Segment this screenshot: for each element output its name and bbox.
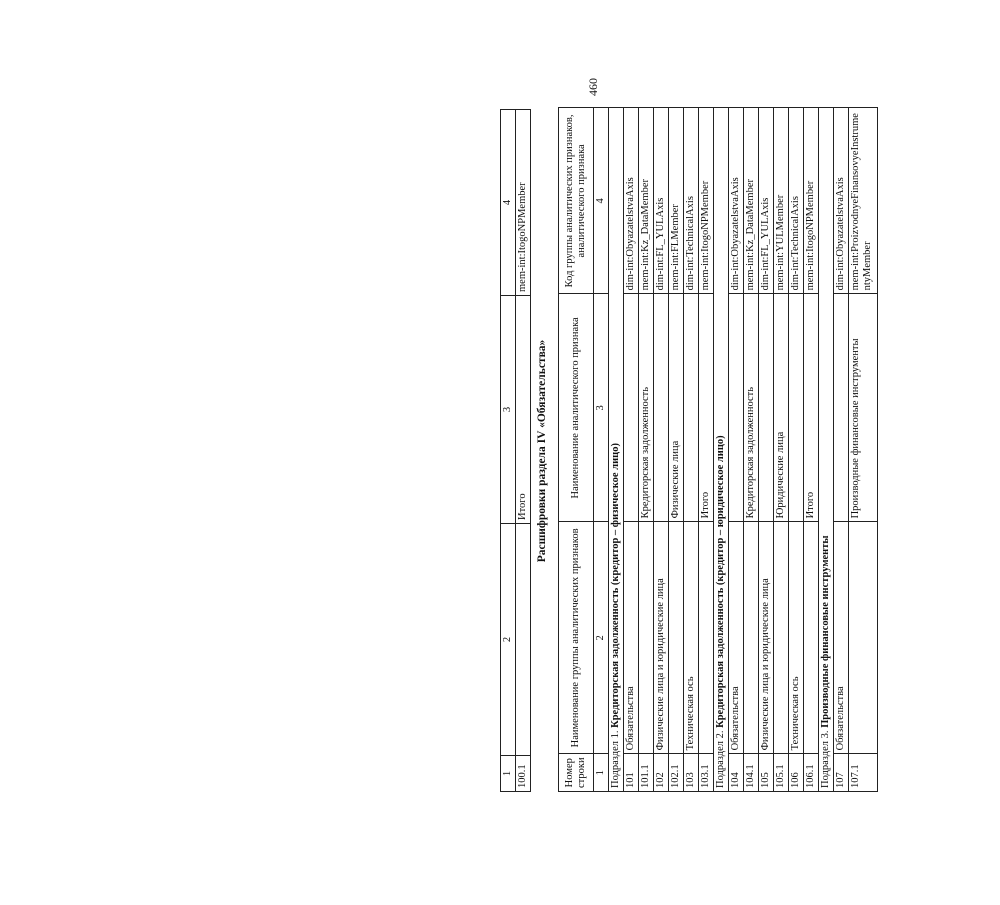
row-number: 105: [759, 754, 774, 792]
header-row-number: Номер строки: [559, 754, 594, 792]
row-number: 100.1: [516, 756, 531, 792]
analytic-name: Кредиторская задолженность: [639, 294, 654, 522]
subsection-heading-row: [609, 108, 624, 792]
analytic-name: Итого: [804, 294, 819, 522]
subsection-heading: [609, 108, 624, 792]
col-number-1: 1: [501, 756, 516, 792]
table-row: [849, 108, 878, 792]
table-row: [699, 108, 714, 792]
code: dim-int:ObyazatelstvaAxis: [729, 108, 744, 294]
code: mem-int:YULMember: [774, 108, 789, 294]
code: dim-int:ObyazatelstvaAxis: [834, 108, 849, 294]
row-number: 104.1: [744, 754, 759, 792]
code: dim-int:FL_YULAxis: [654, 108, 669, 294]
group-name: [669, 522, 684, 754]
table-row: [669, 108, 684, 792]
subsection-title: Кредиторская задолженность (кредитор – юридическое лицо): [715, 435, 726, 728]
header-group-name: Наименование группы аналитических признаков: [559, 522, 594, 754]
row-number: 104: [729, 754, 744, 792]
table-row: [516, 110, 531, 792]
header-row: [559, 108, 594, 792]
table-row: [744, 108, 759, 792]
header-number-row: [594, 108, 609, 792]
analytic-name: Физические лица: [669, 294, 684, 522]
col-number-4: 4: [501, 110, 516, 296]
table-row: [654, 108, 669, 792]
header-analytic-name: Наименование аналитического признака: [559, 294, 594, 522]
group-name: [639, 522, 654, 754]
table-row: [639, 108, 654, 792]
code: dim-int:ObyazatelstvaAxis: [624, 108, 639, 294]
header-number-4: 4: [594, 108, 609, 294]
code: mem-int:FLMember: [669, 108, 684, 294]
table-row: [759, 108, 774, 792]
row-number: 103.1: [699, 754, 714, 792]
analytic-name: [834, 294, 849, 522]
subsection-prefix: Подраздел 3.: [820, 727, 831, 788]
row-number: 101.1: [639, 754, 654, 792]
analytic-name: Итого: [699, 294, 714, 522]
code: mem-int:Kz_DataMember: [744, 108, 759, 294]
table-row: [804, 108, 819, 792]
row-number: 106.1: [804, 754, 819, 792]
row-number: 102: [654, 754, 669, 792]
row-number: 102.1: [669, 754, 684, 792]
table-row: [729, 108, 744, 792]
code: dim-int:TechnicalAxis: [789, 108, 804, 294]
col-number-3: 3: [501, 296, 516, 524]
group-name: Физические лица и юридические лица: [759, 522, 774, 754]
code: mem-int:ProizvodnyeFinansovyeInstrumentyMember: [849, 108, 878, 294]
row-number: 101: [624, 754, 639, 792]
page-number: 460: [586, 78, 600, 96]
analytic-name: [759, 294, 774, 522]
analytic-name: [654, 294, 669, 522]
row-number: 103: [684, 754, 699, 792]
top-continuation-table: [500, 109, 531, 792]
subsection-heading-row: [714, 108, 729, 792]
col-number-2: 2: [501, 524, 516, 756]
table-row: [834, 108, 849, 792]
group-name: [744, 522, 759, 754]
header-number-3: 3: [594, 294, 609, 522]
row-number: 107: [834, 754, 849, 792]
header-number-2: 2: [594, 522, 609, 754]
analytic-name: [684, 294, 699, 522]
group-name: Физические лица и юридические лица: [654, 522, 669, 754]
group-name: Обязательства: [624, 522, 639, 754]
code: mem-int:Kz_DataMember: [639, 108, 654, 294]
subsection-heading-row: [819, 108, 834, 792]
analytic-name: [789, 294, 804, 522]
code: mem-int:ItogoNPMember: [699, 108, 714, 294]
group-name: [804, 522, 819, 754]
analytic-name: [729, 294, 744, 522]
table-row: [624, 108, 639, 792]
decoding-title: Расшифровки раздела IV «Обязательства»: [536, 339, 548, 563]
group-name: [699, 522, 714, 754]
row-number: 107.1: [849, 754, 878, 792]
table-row: [774, 108, 789, 792]
subsection-prefix: Подраздел 1.: [610, 727, 621, 788]
row-number: 105.1: [774, 754, 789, 792]
rotated-page-content: [500, 32, 1000, 792]
row-number: 106: [789, 754, 804, 792]
code: dim-int:TechnicalAxis: [684, 108, 699, 294]
table-row: [789, 108, 804, 792]
group-name: [849, 522, 878, 754]
group-name: Обязательства: [729, 522, 744, 754]
analytic-name: Производные финансовые инструменты: [849, 294, 878, 522]
subsection-title: Производные финансовые инструменты: [820, 535, 831, 728]
analytic-name: Кредиторская задолженность: [744, 294, 759, 522]
code: mem-int:ItogoNPMember: [516, 110, 531, 296]
code: mem-int:ItogoNPMember: [804, 108, 819, 294]
column-number-row: [501, 110, 516, 792]
decoding-table: [558, 107, 878, 792]
code: dim-int:FL_YULAxis: [759, 108, 774, 294]
analytic-name: Итого: [516, 296, 531, 524]
group-name: Техническая ось: [789, 522, 804, 754]
analytic-name: [624, 294, 639, 522]
subsection-prefix: Подраздел 2.: [715, 727, 726, 788]
analytic-name: Юридические лица: [774, 294, 789, 522]
subsection-heading: [714, 108, 729, 792]
subsection-title: Кредиторская задолженность (кредитор – физическое лицо): [610, 443, 621, 728]
group-name: [774, 522, 789, 754]
header-code: Код группы аналитических признаков, аналитического признака: [559, 108, 594, 294]
table-row: [684, 108, 699, 792]
header-number-1: 1: [594, 754, 609, 792]
group-name: [516, 524, 531, 756]
group-name: Техническая ось: [684, 522, 699, 754]
subsection-heading: [819, 108, 834, 792]
group-name: Обязательства: [834, 522, 849, 754]
